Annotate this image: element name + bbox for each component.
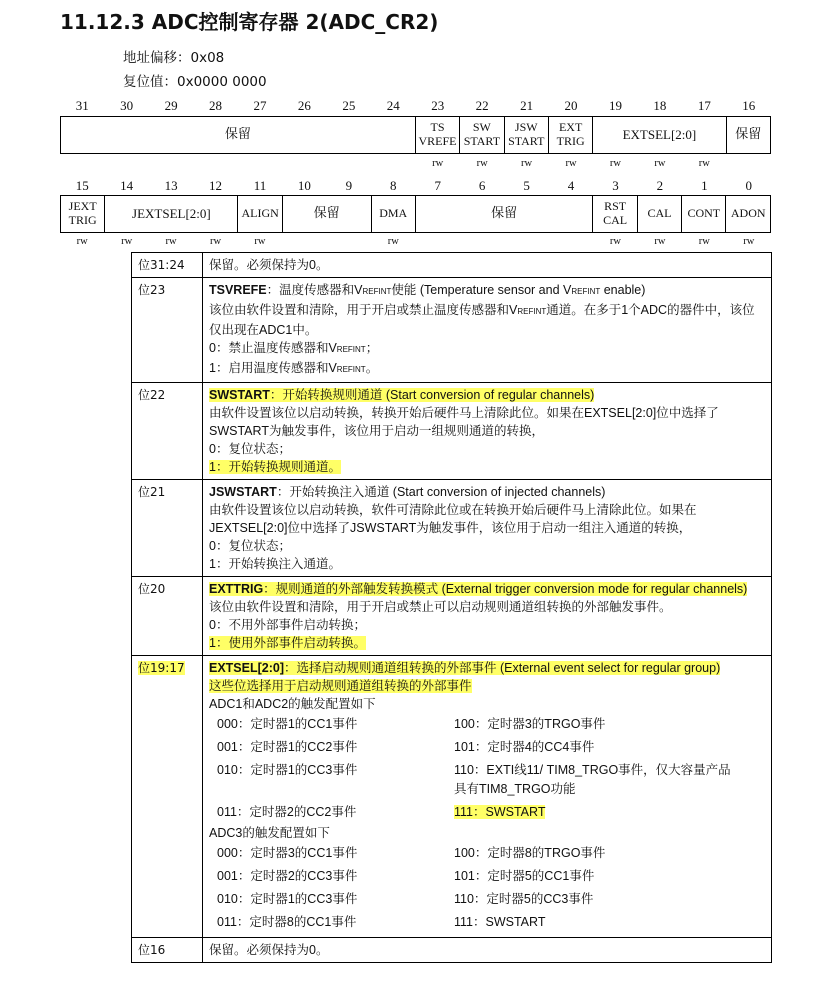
access-type xyxy=(282,236,326,247)
bit-number: 17 xyxy=(697,98,711,113)
access-type: rw xyxy=(432,158,444,169)
bit-number: 4 xyxy=(567,178,575,193)
bit-number: 22 xyxy=(475,98,489,113)
bit-label: 位23 xyxy=(132,278,203,383)
bit-number: 11 xyxy=(253,178,267,193)
bit-number: 29 xyxy=(164,98,178,113)
access-type: rw xyxy=(654,158,666,169)
bit-number: 15 xyxy=(75,178,89,193)
bit-description: 保留。必须保持为0。 xyxy=(203,253,772,278)
bit-number: 21 xyxy=(520,98,534,113)
bit-number: 10 xyxy=(297,178,311,193)
access-type xyxy=(327,236,371,247)
access-type: rw xyxy=(254,236,266,247)
bit-description: JSWSTART：开始转换注入通道 (Start conversion of injected channels) 由软件设置该位以启动转换，软件可清除此位或在转换开始后硬件马上清除此位。如果在JEXTSEL[2:0]位中选择了JSWSTART为触发事件，该位用于启动一组注入通道的转换， 0：复位状态； 1：开始转换注入通道。 xyxy=(203,480,772,577)
bit-number: 25 xyxy=(342,98,356,113)
bit-number: 9 xyxy=(345,178,353,193)
bit-number: 14 xyxy=(120,178,134,193)
bit-number: 12 xyxy=(209,178,223,193)
access-type xyxy=(460,236,504,247)
bit-label: 位21 xyxy=(132,480,203,577)
access-type: rw xyxy=(698,158,710,169)
access-type: rw xyxy=(76,236,88,247)
access-type: rw xyxy=(609,236,622,247)
bit-number: 20 xyxy=(564,98,578,113)
field-dma: DMA xyxy=(372,196,416,232)
upper-bit-numbers xyxy=(60,98,771,114)
access-type xyxy=(549,236,593,247)
reserved-16: 保留 xyxy=(735,126,762,142)
access-type: rw xyxy=(654,236,666,247)
bit-number: 6 xyxy=(478,178,486,193)
bit-label: 位16 xyxy=(132,938,203,963)
access-type xyxy=(149,158,193,169)
bit-description: SWSTART：开始转换规则通道 (Start conversion of regular channels) 由软件设置该位以启动转换，转换开始后硬件马上清除此位。如果在EXTSEL[2:0]位中选择了SWSTART为触发事件，该位用于启动一组规则通道的转换， 0：复位状态； 1：开始转换规则通道。 xyxy=(203,383,772,480)
table-row xyxy=(132,577,772,656)
bit-number: 31 xyxy=(75,98,89,113)
adc12-trigger-table: 000：定时器1的CC1事件 100：定时器3的TRGO事件 001：定时器1的CC2事件 101：定时器4的CC4事件 010：定时器1的CC3事件 110：EXTI线11/ TIM8_TRGO事件，仅大容量产品具有TIM8_TRGO功能 011：定时器2的CC2事件 111：SWSTART xyxy=(217,717,731,819)
section-title: 11.12.3 ADC控制寄存器 2(ADC_CR2) xyxy=(60,10,439,34)
access-type: rw xyxy=(387,236,399,247)
lower-access-row xyxy=(60,236,771,247)
bit-number: 27 xyxy=(253,98,267,113)
access-type xyxy=(727,158,771,169)
bit-description: TSVREFE：温度传感器和VREFINT使能 (Temperature sensor and VREFINT enable) 该位由软件设置和清除，用于开启或禁止温度传感器和VREFINT通道。在多于1个ADC的器件中，该位仅出现在ADC1中。 0：禁止温度传感器和VREFINT； 1：启用温度传感器和VREFINT。 xyxy=(203,278,772,383)
bit-number: 7 xyxy=(434,178,441,193)
bit-number: 23 xyxy=(431,98,445,113)
adc3-trigger-table: 000：定时器3的CC1事件 100：定时器8的TRGO事件 001：定时器2的CC3事件 101：定时器5的CC1事件 010：定时器1的CC3事件 110：定时器5的CC3事件 011：定时器8的CC1事件 111：SWSTART xyxy=(217,846,606,929)
access-type xyxy=(60,158,104,169)
field-jexttrig: JEXT TRIG xyxy=(61,196,105,232)
table-row xyxy=(132,656,772,938)
field-align: ALIGN xyxy=(238,196,282,232)
bit-number: 18 xyxy=(653,98,667,113)
bit-description: EXTSEL[2:0]：选择启动规则通道组转换的外部事件 (External event select for regular group) 这些位选择用于启动规则通道组转换的外部事件 ADC1和ADC2的触发配置如下 000：定时器1的CC1事件 100：定时器3的TRGO事件 001：定时器1的CC2事件 101：定时器4的CC4事件 010：定时器1的CC3事件 110：EXTI线11/ TIM8_TRGO事件，仅大容量产品具有TIM8_TRGO功能 011：定时器2的CC2事件 111：SWSTART ADC3的触发配置如下 000：定时器3的CC1事件 100：定时器8的TRGO事件 001：定时器2的CC3事件 101：定时器5的CC1事件 010：定时器1的CC3事件 110：定时器5的CC3事件 011：定时器8的CC1事件 111：SWSTART xyxy=(203,656,772,938)
access-type xyxy=(327,158,371,169)
table-row xyxy=(132,938,772,963)
reserved-7-4: 保留 xyxy=(416,196,594,232)
access-type xyxy=(371,158,415,169)
register-lower-row xyxy=(60,195,771,233)
bit-number: 16 xyxy=(742,98,756,113)
bit-description: 保留。必须保持为0。 xyxy=(203,938,772,963)
access-type: rw xyxy=(165,236,177,247)
access-type xyxy=(193,158,237,169)
access-type: rw xyxy=(743,236,755,247)
field-adon: ADON xyxy=(730,206,766,221)
field-cal: CAL xyxy=(638,196,682,232)
bit-description: EXTTRIG：规则通道的外部触发转换模式 (External trigger conversion mode for regular channels) 该位由软件设置和清除，用于开启或禁止可以启动规则通道组转换的外部触发事件。 0：不用外部事件启动转换； 1：使用外部事件启动转换。 xyxy=(203,577,772,656)
field-cont: CONT xyxy=(682,196,726,232)
reset-value: 复位值：0x0000 0000 xyxy=(123,74,267,90)
table-row xyxy=(132,253,772,278)
upper-access-row xyxy=(60,158,771,169)
register-upper-row xyxy=(60,116,771,154)
field-jextsel: JEXTSEL[2:0] xyxy=(105,196,238,232)
field-exttrig: EXT TRIG xyxy=(549,117,593,153)
bit-label: 位19:17 xyxy=(132,656,203,938)
field-rstcal: RST CAL xyxy=(593,196,637,232)
bit-number: 19 xyxy=(608,98,622,113)
access-type: rw xyxy=(698,236,710,247)
bit-label: 位31:24 xyxy=(132,253,203,278)
bit-number: 26 xyxy=(297,98,311,113)
access-type: rw xyxy=(121,236,133,247)
access-type xyxy=(238,158,282,169)
lower-bit-numbers xyxy=(60,178,771,194)
field-tsvrefe: TS VREFE xyxy=(416,117,460,153)
field-jswstart: JSW START xyxy=(505,117,549,153)
access-type: rw xyxy=(209,236,222,247)
field-swstart: SW START xyxy=(460,117,504,153)
access-type xyxy=(416,236,460,247)
bit-number: 13 xyxy=(164,178,178,193)
bit-number: 5 xyxy=(523,178,530,193)
bit-number: 30 xyxy=(120,98,134,113)
access-type xyxy=(504,236,548,247)
bit-number: 2 xyxy=(656,178,664,193)
bit-label: 位20 xyxy=(132,577,203,656)
bit-number: 0 xyxy=(745,178,753,193)
bit-number: 3 xyxy=(612,178,619,193)
bit-number: 24 xyxy=(386,98,400,113)
access-type xyxy=(282,158,326,169)
access-type xyxy=(104,158,148,169)
bit-number: 8 xyxy=(390,178,397,193)
bit-number: 28 xyxy=(209,98,223,113)
reserved-31-24: 保留 xyxy=(61,117,416,153)
access-type: rw xyxy=(521,158,533,169)
bit-label: 位22 xyxy=(132,383,203,480)
table-row xyxy=(132,480,772,577)
bit-number: 1 xyxy=(701,178,708,193)
table-row xyxy=(132,278,772,383)
table-row xyxy=(132,383,772,480)
access-type: rw xyxy=(609,158,622,169)
access-type: rw xyxy=(565,158,577,169)
access-type: rw xyxy=(476,158,488,169)
reserved-10-9: 保留 xyxy=(283,196,372,232)
address-offset: 地址偏移：0x08 xyxy=(123,50,225,66)
bit-description-table xyxy=(131,252,772,963)
field-extsel: EXTSEL[2:0] xyxy=(593,117,726,153)
